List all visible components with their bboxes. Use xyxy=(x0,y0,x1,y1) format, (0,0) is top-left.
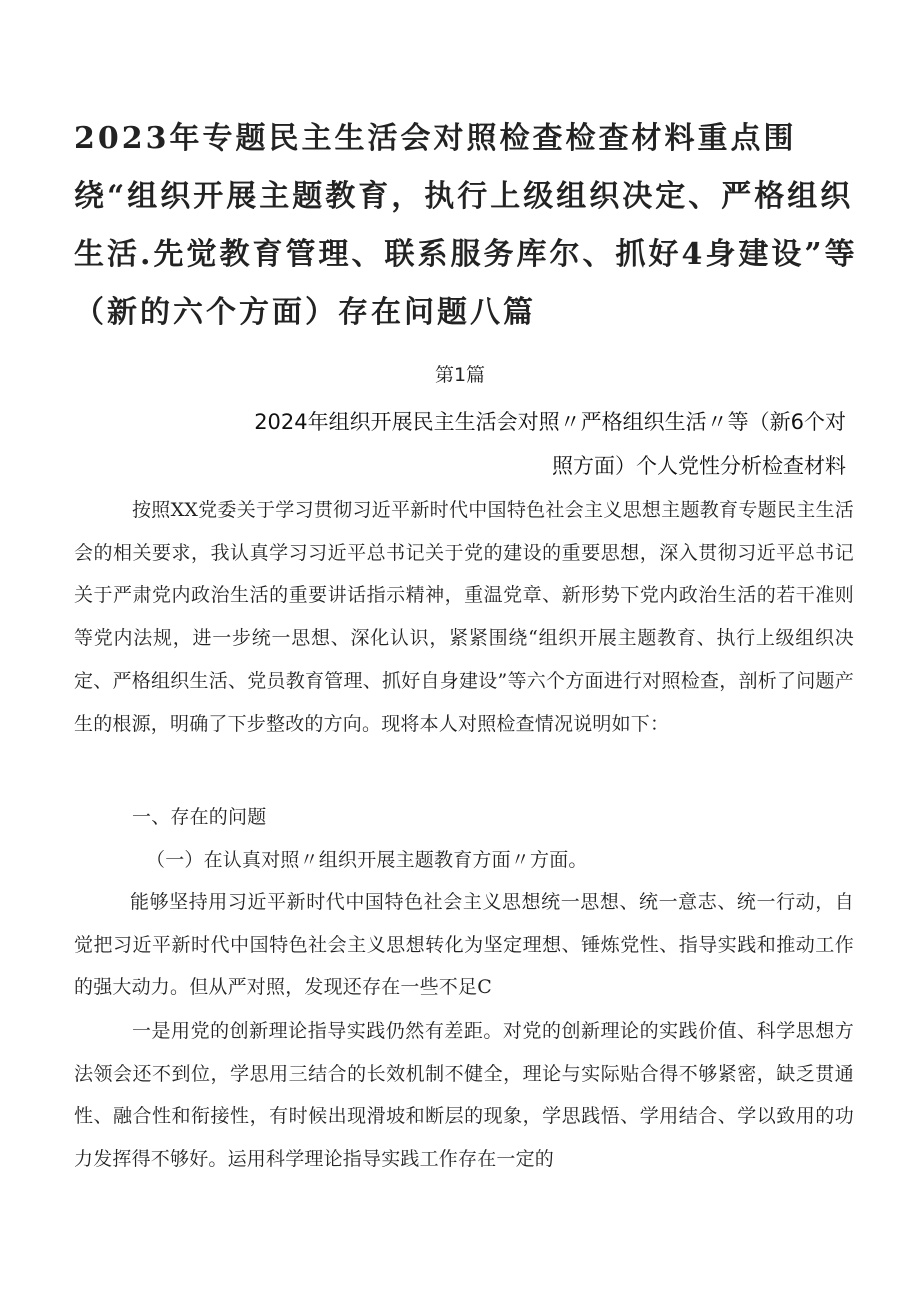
point-one-paragraph: 一是用党的创新理论指导实践仍然有差距。对党的创新理论的实践价值、科学思想方法领会还不到位，学思用三结合的长效机制不健全，理论与实际贴合得不够紧密，缺乏贯通性、融合性和衔接性，有时候出现滑坡和断层的现象，学思践悟、学用结合、学以致用的功力发挥得不够好。运用科学理论指导实践工作存在一定的 xyxy=(74,1020,854,1171)
chapter-label: 第1篇 xyxy=(434,364,486,386)
section-heading-problems: 一、存在的问题 xyxy=(132,806,267,828)
article-subtitle-line-1: 2024年组织开展民主生活会对照〃严格组织生活〃等（新6个对 xyxy=(254,410,846,434)
subsection-heading-1: （一）在认真对照〃组织开展主题教育方面〃方面。 xyxy=(146,849,588,871)
article-subtitle xyxy=(130,400,846,488)
document-main-title: 2023年专题民主生活会对照检查检查材料重点围绕“组织开展主题教育，执行上级组织决定、严格组织生活.先觉教育管理、联系服务库尔、抓好4身建设”等（新的六个方面）存在问题八篇 xyxy=(74,121,858,330)
intro-paragraph: 按照XX党委关于学习贯彻习近平新时代中国特色社会主义思想主题教育专题民主生活会的相关要求，我认真学习习近平总书记关于党的建设的重要思想，深入贯彻习近平总书记关于严肃党内政治生活的重要讲话指示精神，重温党章、新形势下党内政治生活的若干准则等党内法规，进一步统一思想、深化认识，紧紧围绕“组织开展主题教育、执行上级组织决定、严格组织生活、党员教育管理、抓好自身建设”等六个方面进行对照检查，剖析了问题产生的根源，明确了下步整改的方向。现将本人对照检查情况说明如下： xyxy=(74,499,854,735)
article-subtitle-line-2: 照方面）个人党性分析检查材料 xyxy=(552,454,846,478)
point-intro-paragraph: 能够坚持用习近平新时代中国特色社会主义思想统一思想、统一意志、统一行动，自觉把习近平新时代中国特色社会主义思想转化为坚定理想、锤炼党性、指导实践和推动工作的强大动力。但从严对照，发现还存在一些不足C xyxy=(74,891,854,999)
